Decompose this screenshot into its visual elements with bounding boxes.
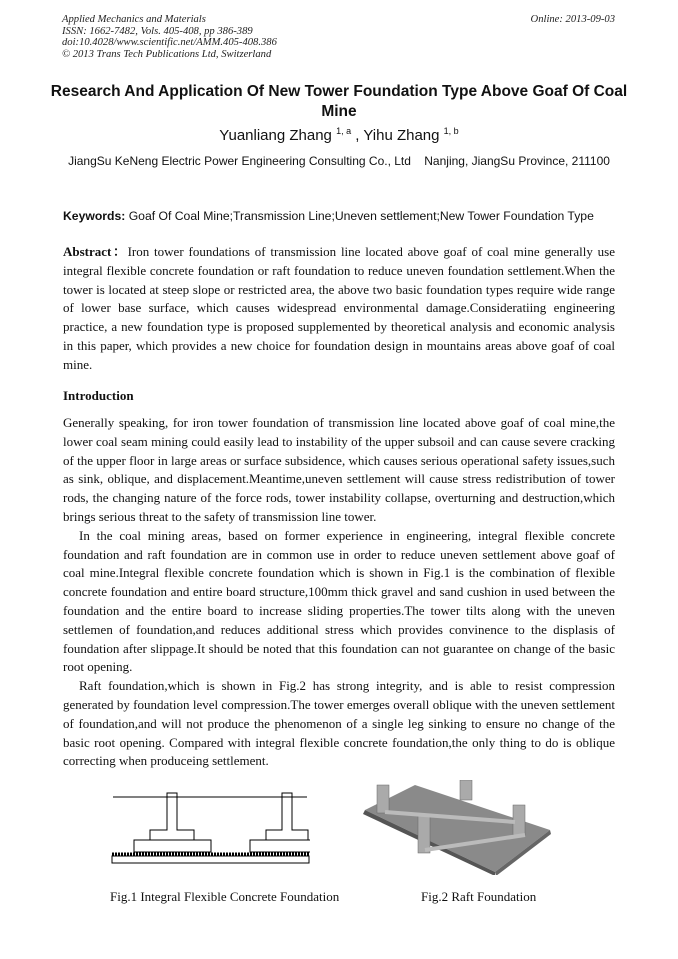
abstract-text: Iron tower foundations of transmission line located above goaf of coal mine generally use integral flexible concrete foundation or raft foundation to reduce uneven foundation settlement.When the tower is located at steep slope or restricted area, the above two basic foundation types require wide range of lower base surface, which causes widespread environmental damage.Consideratiing engineering practice, a new foundation type is proposed supplemented by theoretical analysis and economic analysis in this paper, which provides a new choice for foundation design in mountains areas above goaf of coal mine. [63, 244, 615, 372]
issn: ISSN: 1662-7482, Vols. 405-408, pp 386-389 [62, 25, 253, 37]
affiliation: JiangSu KeNeng Electric Power Engineering Consulting Co., Ltd Nanjing, JiangSu Province, 211100 [68, 154, 610, 168]
copyright: © 2013 Trans Tech Publications Ltd, Switzerland [62, 48, 272, 60]
author-2: Yihu Zhang [363, 127, 440, 144]
section-heading: Introduction [63, 388, 134, 403]
abstract [63, 243, 615, 375]
paragraph: In the coal mining areas, based on former experience in engineering, integral flexible concrete foundation and raft foundation are in common use in order to reduce uneven settlement above goaf of coal mine.Integral flexible concrete foundation which is shown in Fig.1 is the combination of flexible concrete foundation and entire board structure,100mm thick gravel and sand cushion in used between the foundation and the entire board to increase sliding properties.The tower tilts along with the uneven settlemen of foundation,and reduces additional stress which provides convinence to the displasis of foundation after slippage.It should be noted that this foundation can not guarantee on change of the basic root opening. [63, 527, 615, 675]
figure-1-caption: Fig.1 Integral Flexible Concrete Foundation [110, 889, 340, 904]
fig2-drawing [355, 780, 555, 875]
author-1-affil: 1, a [336, 126, 352, 136]
paper-title: Research And Application Of New Tower Foundation Type Above Goaf Of Coal Mine [50, 83, 628, 120]
keywords-text: Goaf Of Coal Mine;Transmission Line;Uneven settlement;New Tower Foundation Type [125, 209, 594, 223]
keywords-label: Keywords: [63, 209, 126, 223]
keywords [63, 209, 594, 223]
journal-header [62, 14, 277, 60]
author-separator: , [351, 127, 364, 144]
doi: doi:10.4028/www.scientific.net/AMM.405-408.386 [62, 37, 277, 48]
author-1: Yuanliang Zhang [219, 127, 332, 144]
paragraph: Generally speaking, for iron tower foundation of transmission line located above goaf of coal mine,the lower coal seam mining could easily lead to instability of the upper subsoil and can cause severe cracking of the upper floor in large areas or surface subsidence, which causes serious operational safety issues,such as sink, oblique, and displacement.Meantime,uneven settlement will cause stress redistribution of tower rods, the changing nature of the force rods, tower instability collapse, overturning and destruction,which brings serious threat to the safety of transmission line tower. [63, 415, 615, 524]
authors [0, 126, 678, 144]
online-date: Online: 2013-09-03 [530, 14, 615, 25]
figure-2-caption: Fig.2 Raft Foundation [421, 889, 537, 904]
author-2-affil: 1, b [443, 126, 459, 136]
introduction-body [63, 414, 615, 771]
abstract-label: Abstract： [63, 244, 128, 259]
journal-name: Applied Mechanics and Materials [62, 14, 206, 25]
paragraph: Raft foundation,which is shown in Fig.2 has strong integrity, and is able to resist compression generated by foundation level compression.The tower emerges overall oblique with the uneven settlement of foundation,and will not produce the phenomenon of a single leg sinking to ensure no change of the basic root opening. Compared with integral flexible concrete foundation,the only thing to do is oblique correcting when produceing settlement. [63, 678, 615, 769]
fig1-drawing [110, 790, 310, 865]
